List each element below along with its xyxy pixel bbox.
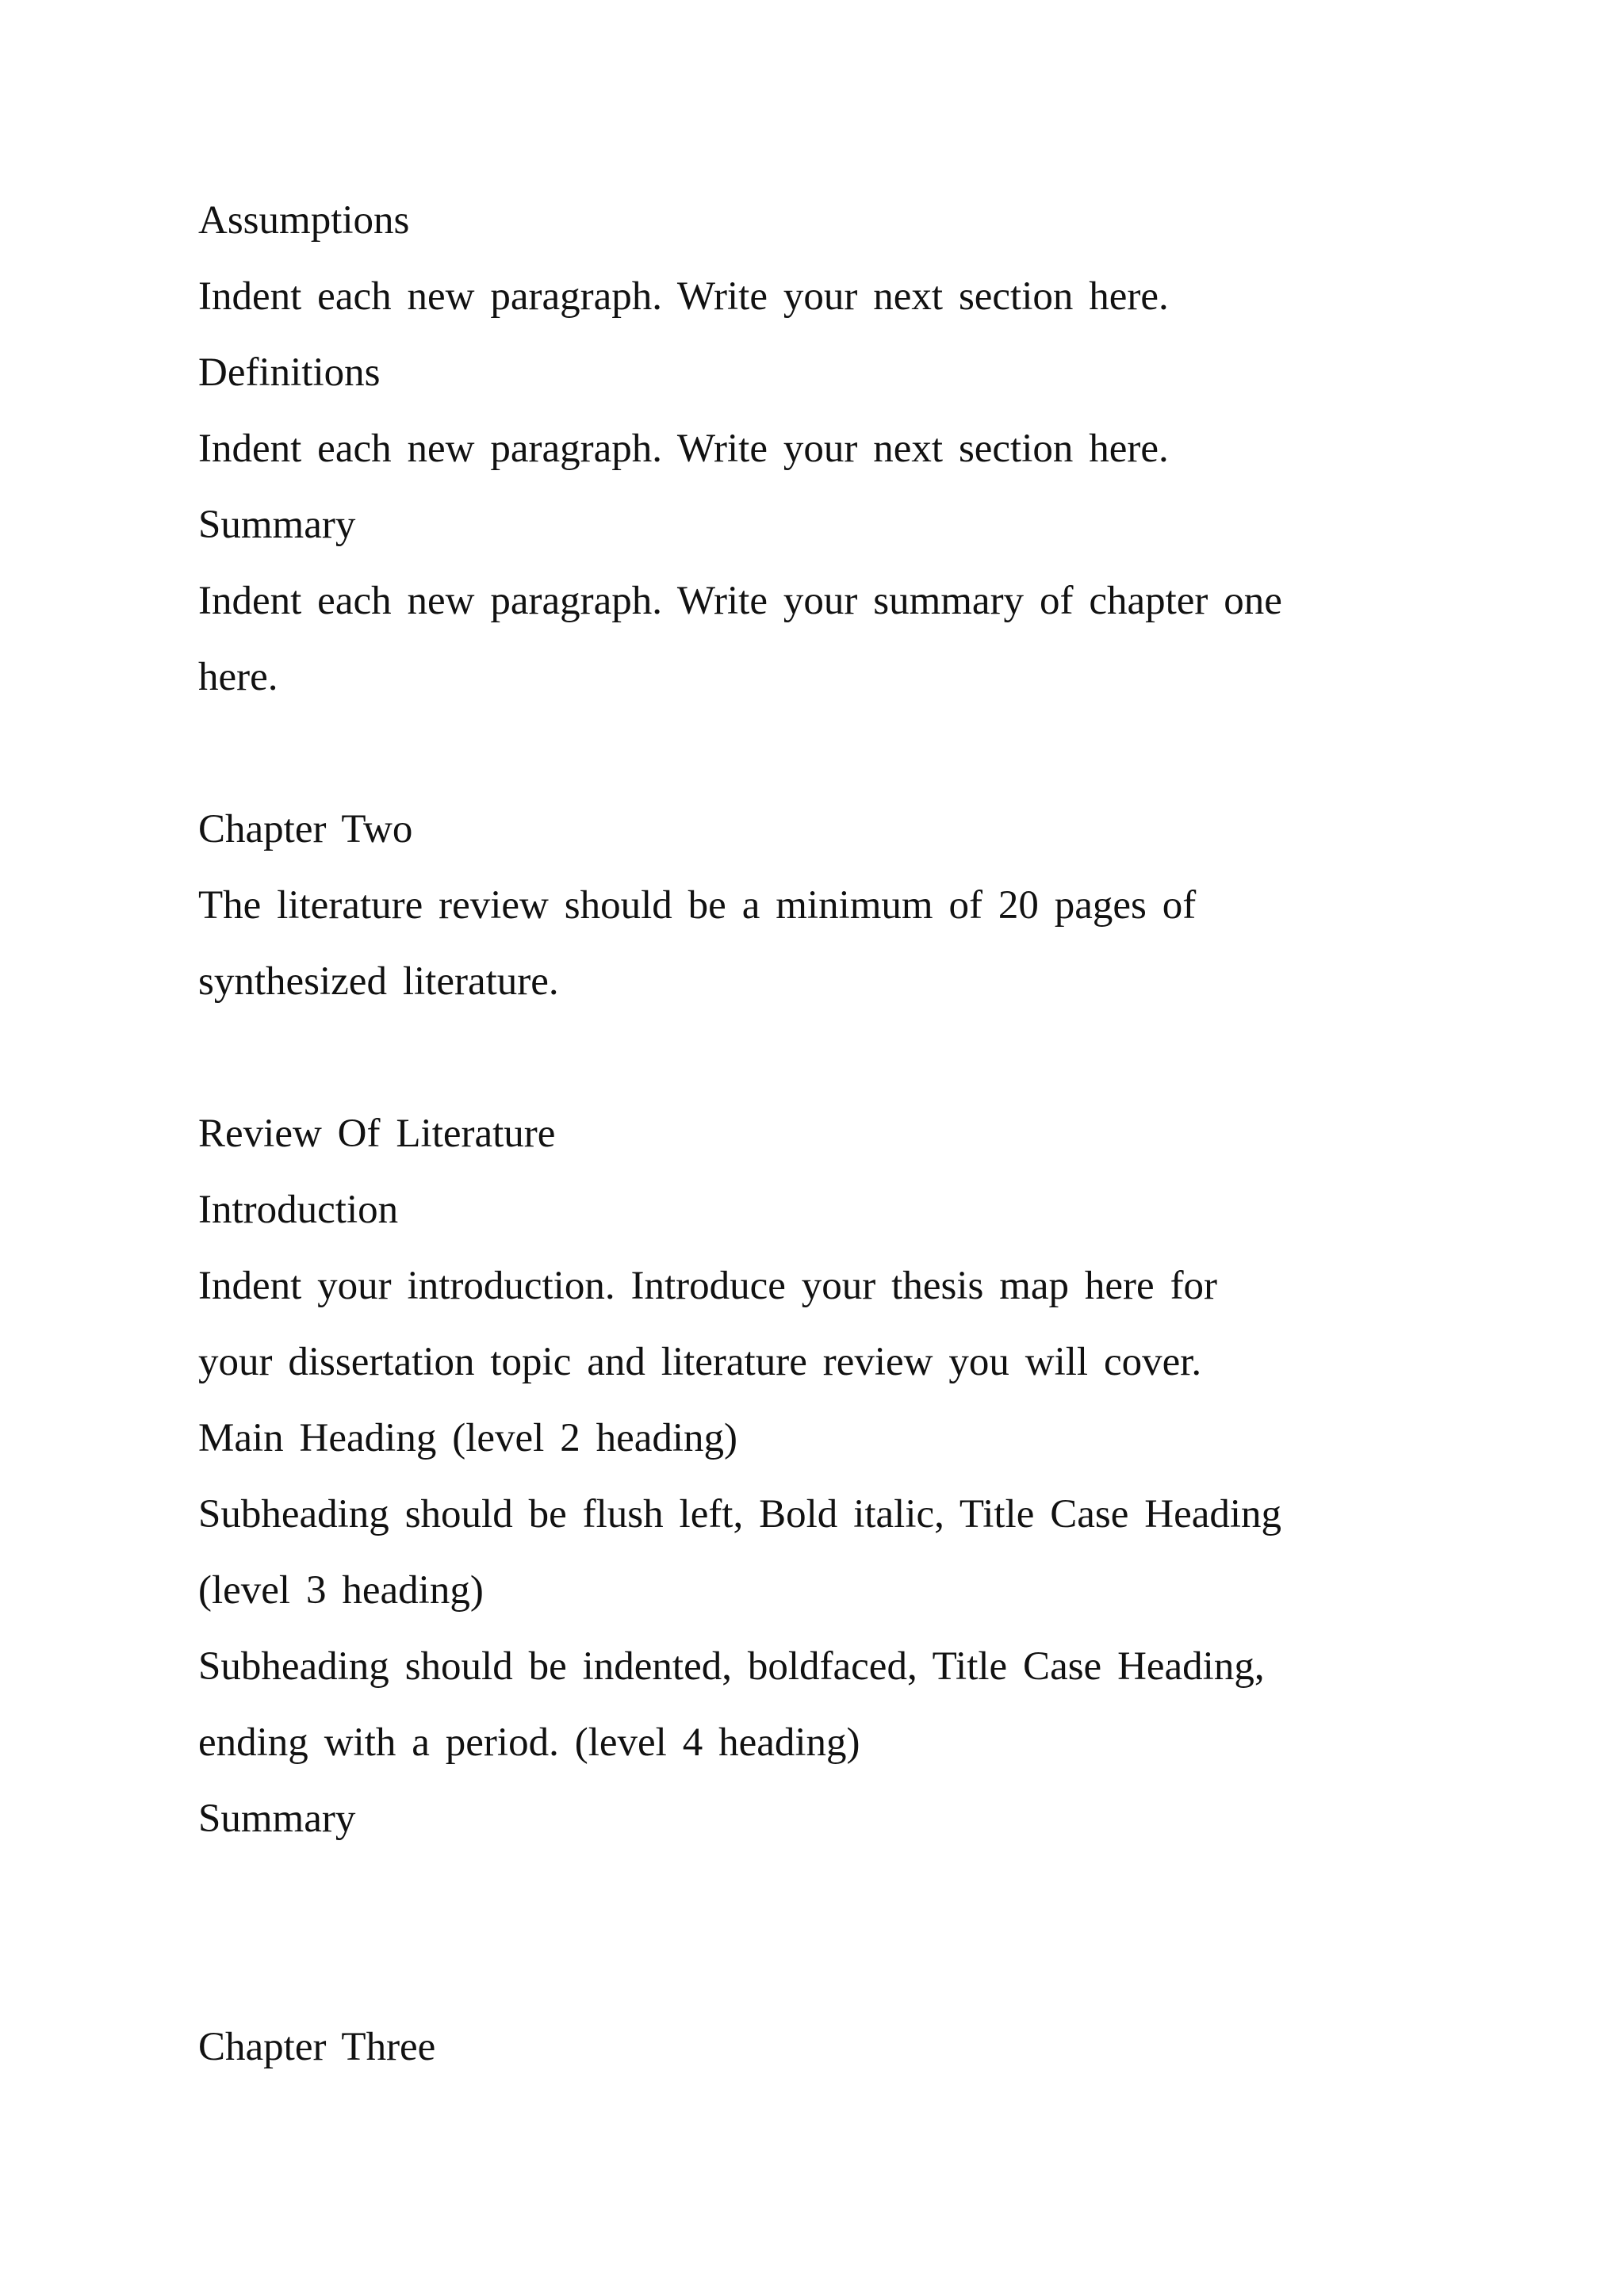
heading-definitions: Definitions [198, 350, 381, 395]
introduction-line-2: your dissertation topic and literature review you will cover. [198, 1340, 1202, 1384]
paragraph-summary-line-1: Indent each new paragraph. Write your summary of chapter one [198, 579, 1282, 623]
heading-summary-chapter-two: Summary [198, 1797, 356, 1841]
introduction-line-1: Indent your introduction. Introduce your thesis map here for [198, 1264, 1218, 1308]
chapter-three-title: Chapter Three [198, 2025, 436, 2069]
paragraph-summary-line-2: here. [198, 655, 278, 699]
heading-introduction: Introduction [198, 1188, 399, 1232]
subheading-level-3-line-2: (level 3 heading) [198, 1568, 484, 1613]
chapter-two-note-line-1: The literature review should be a minimum of 20 pages of [198, 883, 1197, 928]
paragraph-definitions: Indent each new paragraph. Write your next section here. [198, 427, 1169, 471]
chapter-two-title: Chapter Two [198, 807, 413, 851]
heading-assumptions: Assumptions [198, 198, 410, 243]
chapter-two-note-line-2: synthesized literature. [198, 959, 559, 1004]
heading-summary-chapter-one: Summary [198, 503, 356, 547]
main-heading-level-2: Main Heading (level 2 heading) [198, 1416, 738, 1460]
subheading-level-3-line-1: Subheading should be flush left, Bold italic, Title Case Heading [198, 1492, 1282, 1536]
subheading-level-4-line-2: ending with a period. (level 4 heading) [198, 1720, 860, 1765]
review-of-literature-title: Review Of Literature [198, 1112, 556, 1156]
paragraph-assumptions: Indent each new paragraph. Write your next section here. [198, 274, 1169, 319]
subheading-level-4-line-1: Subheading should be indented, boldfaced, Title Case Heading, [198, 1644, 1265, 1689]
